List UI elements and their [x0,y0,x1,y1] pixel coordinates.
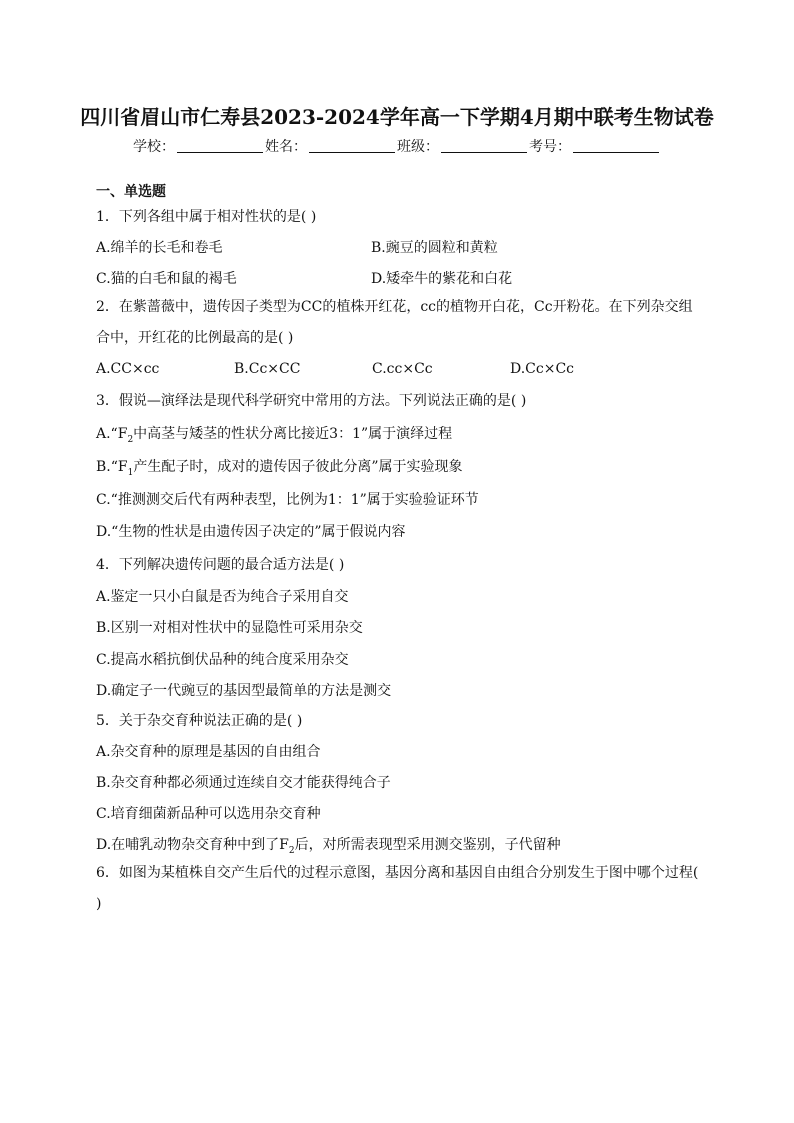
question-4-option-b[interactable]: B.区别一对相对性状中的显隐性可采用杂交 [96,620,363,636]
question-2-option-c[interactable]: C.cc×Cc [372,361,433,377]
question-5-stem: 5．关于杂交育种说法正确的是( ) [96,713,303,729]
section-heading: 一、单选题 [96,184,166,200]
question-3-option-d[interactable]: D.“生物的性状是由遗传因子决定的”属于假说内容 [96,524,406,540]
q3b-text-pre: B.“F [96,459,128,475]
question-2-option-b[interactable]: B.Cc×CC [234,361,301,377]
q3b-subscript: 1 [127,467,134,478]
student-info-line [0,136,794,156]
question-3-stem: 3．假说—演绎法是现代科学研究中常用的方法。下列说法正确的是( ) [96,393,527,409]
question-1-option-c[interactable]: C.猫的白毛和鼠的褐毛 [96,271,237,287]
question-4-option-c[interactable]: C.提高水稻抗倒伏品种的纯合度采用杂交 [96,652,349,668]
question-2-option-a[interactable]: A.CC×cc [96,361,160,377]
class-label: 班级： [397,139,439,155]
name-label: 姓名： [265,139,307,155]
question-1-stem: 1．下列各组中属于相对性状的是( ) [96,209,317,225]
question-1-option-d[interactable]: D.矮牵牛的紫花和白花 [371,271,513,287]
number-label: 考号： [529,139,571,155]
question-4-option-a[interactable]: A.鉴定一只小白鼠是否为纯合子采用自交 [96,589,349,605]
question-3-option-b[interactable] [96,456,463,478]
name-blank[interactable] [309,138,395,153]
question-2-option-d[interactable]: D.Cc×Cc [510,361,575,377]
q3a-text-post: 中高茎与矮茎的性状分离比接近3：1”属于演绎过程 [133,426,453,442]
q5d-subscript: 2 [288,845,295,856]
question-4-option-d[interactable]: D.确定子一代豌豆的基因型最简单的方法是测交 [96,683,392,699]
class-blank[interactable] [441,138,527,153]
page-title: 四川省眉山市仁寿县2023-2024学年高一下学期4月期中联考生物试卷 [80,105,714,129]
school-label: 学校： [133,139,175,155]
question-6-stem: 6．如图为某植株自交产生后代的过程示意图，基因分离和基因自由组合分别发生于图中哪个过程( ) [96,865,699,912]
question-5-option-c[interactable]: C.培育细菌新品种可以选用杂交育种 [96,806,321,822]
q3a-subscript: 2 [127,434,134,445]
question-3-option-a[interactable] [96,423,452,445]
question-5-option-a[interactable]: A.杂交育种的原理是基因的自由组合 [96,744,321,760]
q3b-text-post: 产生配子时，成对的遗传因子彼此分离”属于实验现象 [133,459,463,475]
question-5-option-b[interactable]: B.杂交育种都必须通过连续自交才能获得纯合子 [96,775,391,791]
q5d-text-post: 后，对所需表现型采用测交鉴别，子代留种 [294,837,561,853]
question-1-option-b[interactable]: B.豌豆的圆粒和黄粒 [371,240,498,256]
number-blank[interactable] [573,138,659,153]
q5d-text-pre: D.在哺乳动物杂交育种中到了F [96,837,289,853]
question-3-option-c[interactable]: C.“推测测交后代有两种表型，比例为1：1”属于实验验证环节 [96,492,479,508]
school-blank[interactable] [177,138,263,153]
question-4-stem: 4．下列解决遗传问题的最合适方法是( ) [96,557,345,573]
question-1-option-a[interactable]: A.绵羊的长毛和卷毛 [96,240,223,256]
q3a-text-pre: A.“F [96,426,128,442]
question-2-stem: 2．在紫蔷薇中，遗传因子类型为CC的植株开红花，cc的植物开白花，Cc开粉花。在下列杂交组合中，开红花的比例最高的是( ) [96,299,693,346]
question-5-option-d[interactable] [96,834,561,856]
